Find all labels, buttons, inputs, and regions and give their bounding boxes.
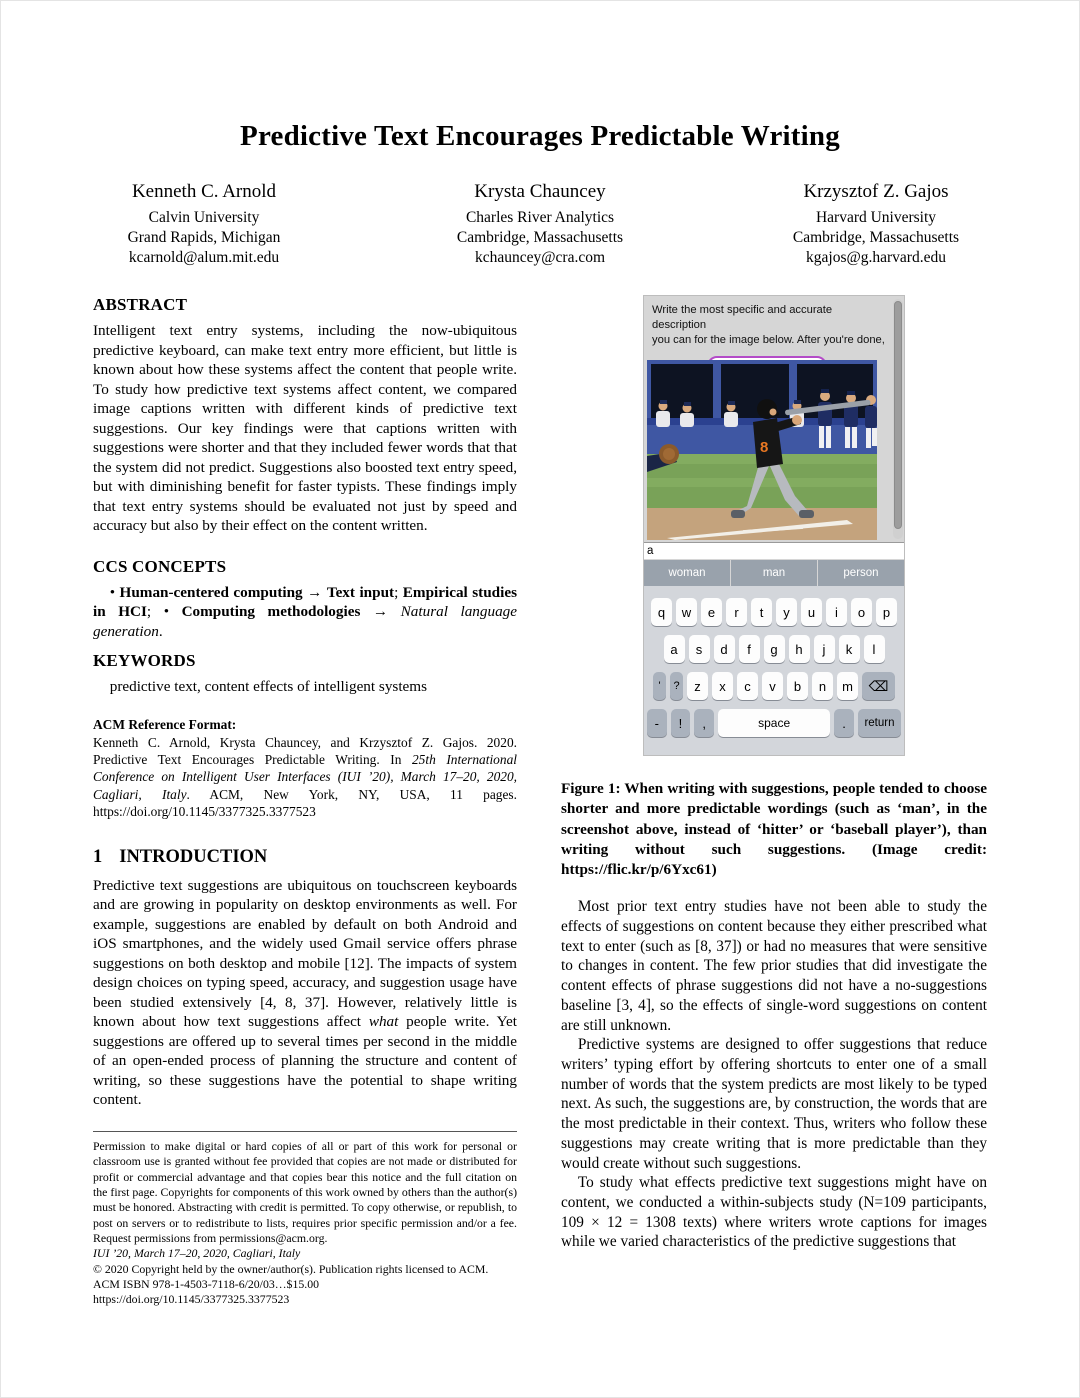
key-s[interactable]: s (689, 635, 710, 663)
key-n[interactable]: n (812, 672, 833, 700)
suggestion-chip[interactable]: woman (644, 560, 730, 586)
key-g[interactable]: g (764, 635, 785, 663)
key-p[interactable]: p (876, 598, 897, 626)
key-comma[interactable]: , (694, 709, 714, 737)
body-paragraph: Predictive systems are designed to offer suggestions that reduce writers’ typing effort by offering shortcuts to enter one of a small number of words that the system predicts are most likely to be typed next. As such, the suggestions are, by construction, the words that are the most predictable in their context. Thus, writers who follow these suggestions may create writing that is more predictable than they would create without such suggestions. (561, 1036, 987, 1172)
key-f[interactable]: f (739, 635, 760, 663)
acm-ref-heading: ACM Reference Format: (93, 717, 237, 733)
author-location: Cambridge, Massachusetts (792, 228, 960, 246)
copyright-line: © 2020 Copyright held by the owner/author(s). Publication rights licensed to ACM. (93, 1261, 489, 1276)
ccs-heading: CCS CONCEPTS (93, 556, 227, 576)
author-email: kgajos@g.harvard.edu (806, 248, 946, 266)
footnote-block (93, 1131, 517, 1308)
author-affiliation: Calvin University (148, 208, 260, 226)
suggestion-chip[interactable]: person (818, 560, 904, 586)
caption-text-input[interactable]: a (644, 542, 904, 559)
key-hyphen[interactable]: - (647, 709, 667, 737)
key-apostrophe[interactable]: ' (653, 672, 666, 700)
abstract-text: Intelligent text entry systems, including the now-ubiquitous predictive keyboard, can make text entry more efficient, but little is known about how these systems affect the content that people write. To study how predictive text systems affect content, we compared image captions written with different kinds of predictive text suggestions. Our key findings were that captions written with suggestions were shorter and that they included fewer words that that the system did not predict. Suggestions also boosted text entry speed, but with diminishing benefit for faster typists. These findings imply that text entry systems should be evaluated not just by speed and accuracy but also by their effect on the content written. (93, 322, 517, 535)
section-title: INTRODUCTION (119, 846, 268, 867)
author-location: Grand Rapids, Michigan (127, 228, 281, 246)
acm-reference-format (93, 716, 517, 821)
key-z[interactable]: z (687, 672, 708, 700)
key-l[interactable]: l (864, 635, 885, 663)
author-block (390, 180, 690, 268)
author-block-row (1, 180, 1079, 268)
isbn-line: ACM ISBN 978-1-4503-7118-6/20/03…$15.00 (93, 1276, 319, 1291)
doi-link[interactable]: https://doi.org/10.1145/3377325.3377523 (93, 1292, 290, 1307)
space-key[interactable]: space (718, 709, 830, 737)
task-scroll-area (644, 296, 904, 542)
key-h[interactable]: h (789, 635, 810, 663)
left-column (93, 295, 517, 1307)
body-paragraph: Most prior text entry studies have not been able to study the effects of suggestions on content because they either prescribed what text to enter (such as [8, 37]) or had no measures that were sensitive to changes in content. The few prior studies that did investigate the content effects of phrase suggestions did not have a no-suggestions baseline [3, 4], so the effects of single-word suggestions on content are still unknown. (561, 898, 987, 1034)
key-o[interactable]: o (851, 598, 872, 626)
phone-screenshot (643, 295, 905, 756)
author-affiliation: Harvard University (815, 208, 937, 226)
section-heading-introduction (93, 847, 517, 868)
author-name: Kenneth C. Arnold (131, 181, 277, 202)
permission-notice: Permission to make digital or hard copies of all or part of this work for personal or classroom use is granted without fee provided that copies are not made or distributed for profit or commercial advantage and that copies bear this notice and the full citation on the first page. Copyrights for components of this work owned by others than the author(s) must be honored. Abstracting with credit is permitted. To copy otherwise, or republish, to post on servers or to redistribute to lists, requires prior specific permission and/or a fee. Request permissions from permissions@acm.org. (93, 1138, 517, 1245)
key-r[interactable]: r (726, 598, 747, 626)
suggestion-chip[interactable]: man (731, 560, 817, 586)
abstract-heading: ABSTRACT (93, 295, 188, 315)
key-d[interactable]: d (714, 635, 735, 663)
section-number: 1 (93, 846, 103, 867)
key-w[interactable]: w (676, 598, 697, 626)
svg-text:8: 8 (760, 439, 769, 457)
key-x[interactable]: x (712, 672, 733, 700)
key-question[interactable]: ? (670, 672, 683, 700)
on-screen-keyboard (644, 586, 904, 755)
author-block (726, 180, 1026, 268)
key-i[interactable]: i (826, 598, 847, 626)
figure-1 (643, 295, 905, 756)
key-a[interactable]: a (664, 635, 685, 663)
key-period[interactable]: . (834, 709, 854, 737)
paper-title: Predictive Text Encourages Predictable Writing (240, 120, 840, 152)
key-u[interactable]: u (801, 598, 822, 626)
key-c[interactable]: c (737, 672, 758, 700)
return-key[interactable]: return (858, 709, 901, 737)
key-exclaim[interactable]: ! (671, 709, 691, 737)
backspace-key[interactable]: ⌫ (862, 672, 895, 700)
author-email: kcarnold@alum.mit.edu (128, 248, 280, 266)
key-q[interactable]: q (651, 598, 672, 626)
author-email: kchauncey@cra.com (474, 248, 606, 266)
author-name: Krysta Chauncey (474, 181, 606, 202)
key-j[interactable]: j (814, 635, 835, 663)
key-b[interactable]: b (787, 672, 808, 700)
ccs-text: • Human-centered computing → Text input; Empirical studies in HCI; • Computing methodologies → Natural language generation. (93, 583, 518, 641)
scrollbar-track[interactable] (893, 299, 903, 539)
keywords-heading: KEYWORDS (93, 650, 196, 670)
author-location: Cambridge, Massachusetts (456, 228, 624, 246)
author-block (54, 180, 354, 268)
baseball-photo (647, 360, 877, 540)
body-paragraph: To study what effects predictive text suggestions might have on content, we conducted a within-subjects study (N=109 participants, 109 × 12 = 1308 texts) where writers wrote captions for images while we varied characteristics of the predictive suggestions that (561, 1174, 987, 1251)
acm-ref-text: Kenneth C. Arnold, Krysta Chauncey, and Krzysztof Z. Gajos. 2020. Predictive Text Encourages Predictable Writing. In 25th International Conference on Intelligent User Interfaces (IUI ’20), March 17–20, 2020, Cagliari, Italy. ACM, New York, NY, USA, 11 pages. https://doi.org/10.1145/3377325.3377523 (93, 734, 517, 820)
key-t[interactable]: t (751, 598, 772, 626)
figure-1-caption: Figure 1: When writing with suggestions, people tended to choose shorter and more predictable wordings (such as ‘man’, in the screenshot above, instead of ‘hitter’ or ‘baseball player’), than writing without such suggestions. (Image credit: https://flic.kr/p/6Yxc61) (561, 780, 987, 878)
key-e[interactable]: e (701, 598, 722, 626)
key-y[interactable]: y (776, 598, 797, 626)
author-name: Krzysztof Z. Gajos (803, 181, 949, 202)
scrollbar-thumb[interactable] (894, 301, 902, 529)
suggestion-bar (644, 559, 904, 586)
author-affiliation: Charles River Analytics (465, 208, 615, 226)
task-prompt: Write the most specific and accurate description you can for the image below. After you're done, (652, 304, 885, 347)
key-m[interactable]: m (837, 672, 858, 700)
key-v[interactable]: v (762, 672, 783, 700)
baseball-photo-illustration (647, 360, 877, 540)
key-k[interactable]: k (839, 635, 860, 663)
introduction-text: Predictive text suggestions are ubiquitous on touchscreen keyboards and are growing in popularity on desktop environments as well. For example, suggestions are enabled by default on both Android and iOS smartphones, and the widely used Gmail service offers phrase suggestions on both desktop and mobile [12]. The impacts of system design choices on typing speed, accuracy, and suggestion usage have been studied extensively [4, 8, 37]. However, relatively little is known about how text suggestions affect what people write. Yet suggestions are offered up to several times per second in the middle of an open-ended process of planning the structure and content of writing, so these suggestions have the potential to shape writing content. (93, 876, 517, 1109)
right-column (561, 295, 987, 1307)
keywords-text: predictive text, content effects of intelligent systems (109, 677, 428, 695)
venue-line: IUI ’20, March 17–20, 2020, Cagliari, Italy (93, 1246, 301, 1261)
